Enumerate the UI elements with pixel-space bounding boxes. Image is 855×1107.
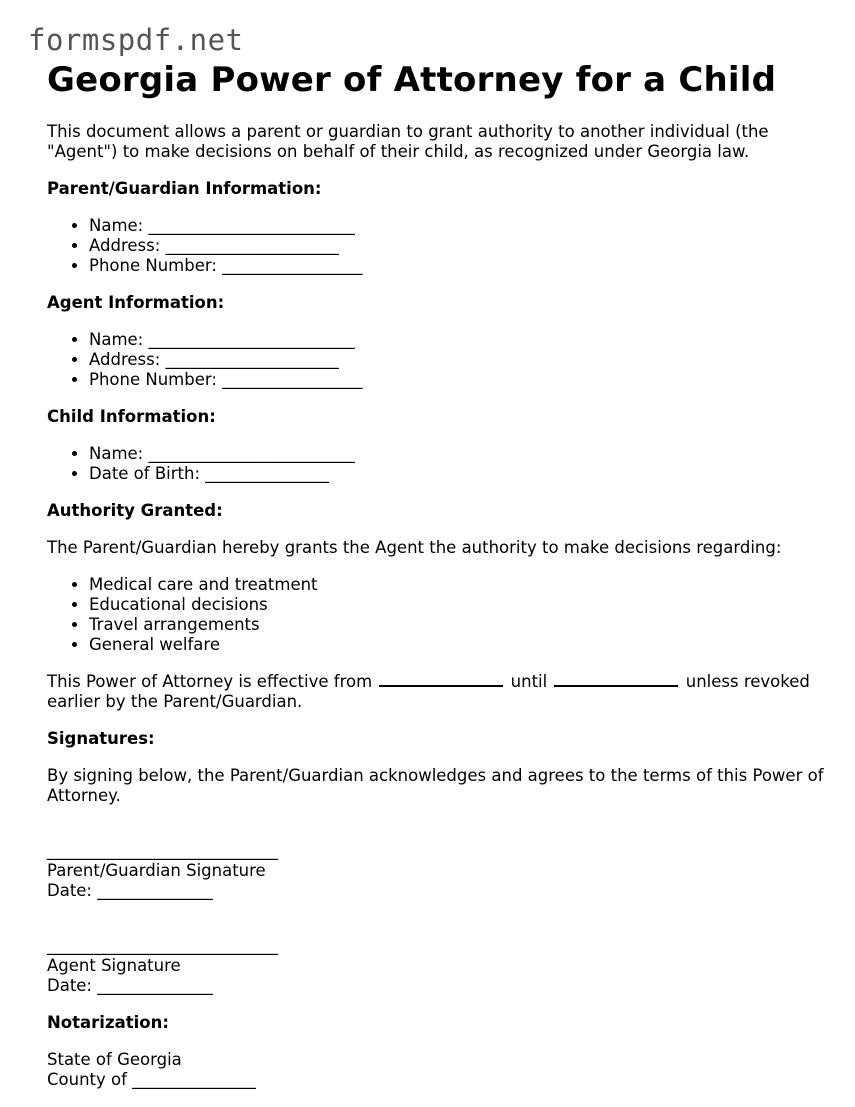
effective-dates-paragraph bbox=[47, 672, 837, 712]
child-dob-field[interactable]: • Date of Birth: _______________ bbox=[89, 464, 837, 484]
agent-name-field[interactable]: • Name: _________________________ bbox=[89, 330, 837, 350]
notarization-block bbox=[47, 1050, 837, 1090]
effective-prefix: This Power of Attorney is effective from bbox=[47, 672, 373, 691]
agent-signature-date[interactable]: Date: ______________ bbox=[47, 976, 213, 995]
child-info-list bbox=[47, 444, 837, 484]
parent-name-field[interactable]: • Name: _________________________ bbox=[89, 216, 837, 236]
document-page bbox=[47, 60, 837, 1090]
agent-phone-field[interactable]: • Phone Number: _________________ bbox=[89, 370, 837, 390]
agent-info-heading: Agent Information: bbox=[47, 293, 225, 312]
parent-info-heading: Parent/Guardian Information: bbox=[47, 179, 322, 198]
authority-list bbox=[47, 575, 837, 655]
document-title: Georgia Power of Attorney for a Child bbox=[47, 60, 777, 100]
parent-signature-date[interactable]: Date: ______________ bbox=[47, 881, 213, 900]
child-info-heading: Child Information: bbox=[47, 407, 216, 426]
agent-signature-label: Agent Signature bbox=[47, 956, 181, 975]
agent-signature-block bbox=[47, 918, 837, 996]
parent-signature-label: Parent/Guardian Signature bbox=[47, 861, 266, 880]
authority-item-education: • Educational decisions bbox=[89, 595, 837, 615]
signatures-heading: Signatures: bbox=[47, 729, 155, 748]
notary-county-field[interactable]: County of _______________ bbox=[47, 1070, 256, 1089]
authority-item-welfare: • General welfare bbox=[89, 635, 837, 655]
agent-info-list bbox=[47, 330, 837, 390]
effective-middle: until bbox=[510, 672, 548, 691]
child-name-field[interactable]: • Name: _________________________ bbox=[89, 444, 837, 464]
parent-phone-field[interactable]: • Phone Number: _________________ bbox=[89, 256, 837, 276]
authority-heading: Authority Granted: bbox=[47, 501, 223, 520]
authority-item-medical: • Medical care and treatment bbox=[89, 575, 837, 595]
agent-signature-line[interactable]: ____________________________ bbox=[47, 936, 278, 955]
notarization-heading: Notarization: bbox=[47, 1013, 169, 1032]
watermark-text: formspdf.net bbox=[28, 23, 244, 57]
parent-signature-block bbox=[47, 823, 837, 901]
parent-info-list bbox=[47, 216, 837, 276]
effective-end-date-field[interactable] bbox=[554, 684, 678, 687]
authority-paragraph: The Parent/Guardian hereby grants the Agent the authority to make decisions regarding: bbox=[47, 538, 782, 557]
agent-address-field[interactable]: • Address: _____________________ bbox=[89, 350, 837, 370]
notary-state: State of Georgia bbox=[47, 1050, 182, 1069]
effective-start-date-field[interactable] bbox=[379, 684, 503, 687]
parent-signature-line[interactable]: ____________________________ bbox=[47, 841, 278, 860]
intro-paragraph: This document allows a parent or guardian to grant authority to another individual (the "Agent") to make decisions on behalf of their child, as recognized under Georgia law. bbox=[47, 122, 769, 161]
parent-address-field[interactable]: • Address: _____________________ bbox=[89, 236, 837, 256]
signatures-paragraph: By signing below, the Parent/Guardian acknowledges and agrees to the terms of this Power of Attorney. bbox=[47, 766, 824, 805]
authority-item-travel: • Travel arrangements bbox=[89, 615, 837, 635]
effective-suffix: unless revoked earlier by the Parent/Guardian. bbox=[47, 672, 810, 711]
